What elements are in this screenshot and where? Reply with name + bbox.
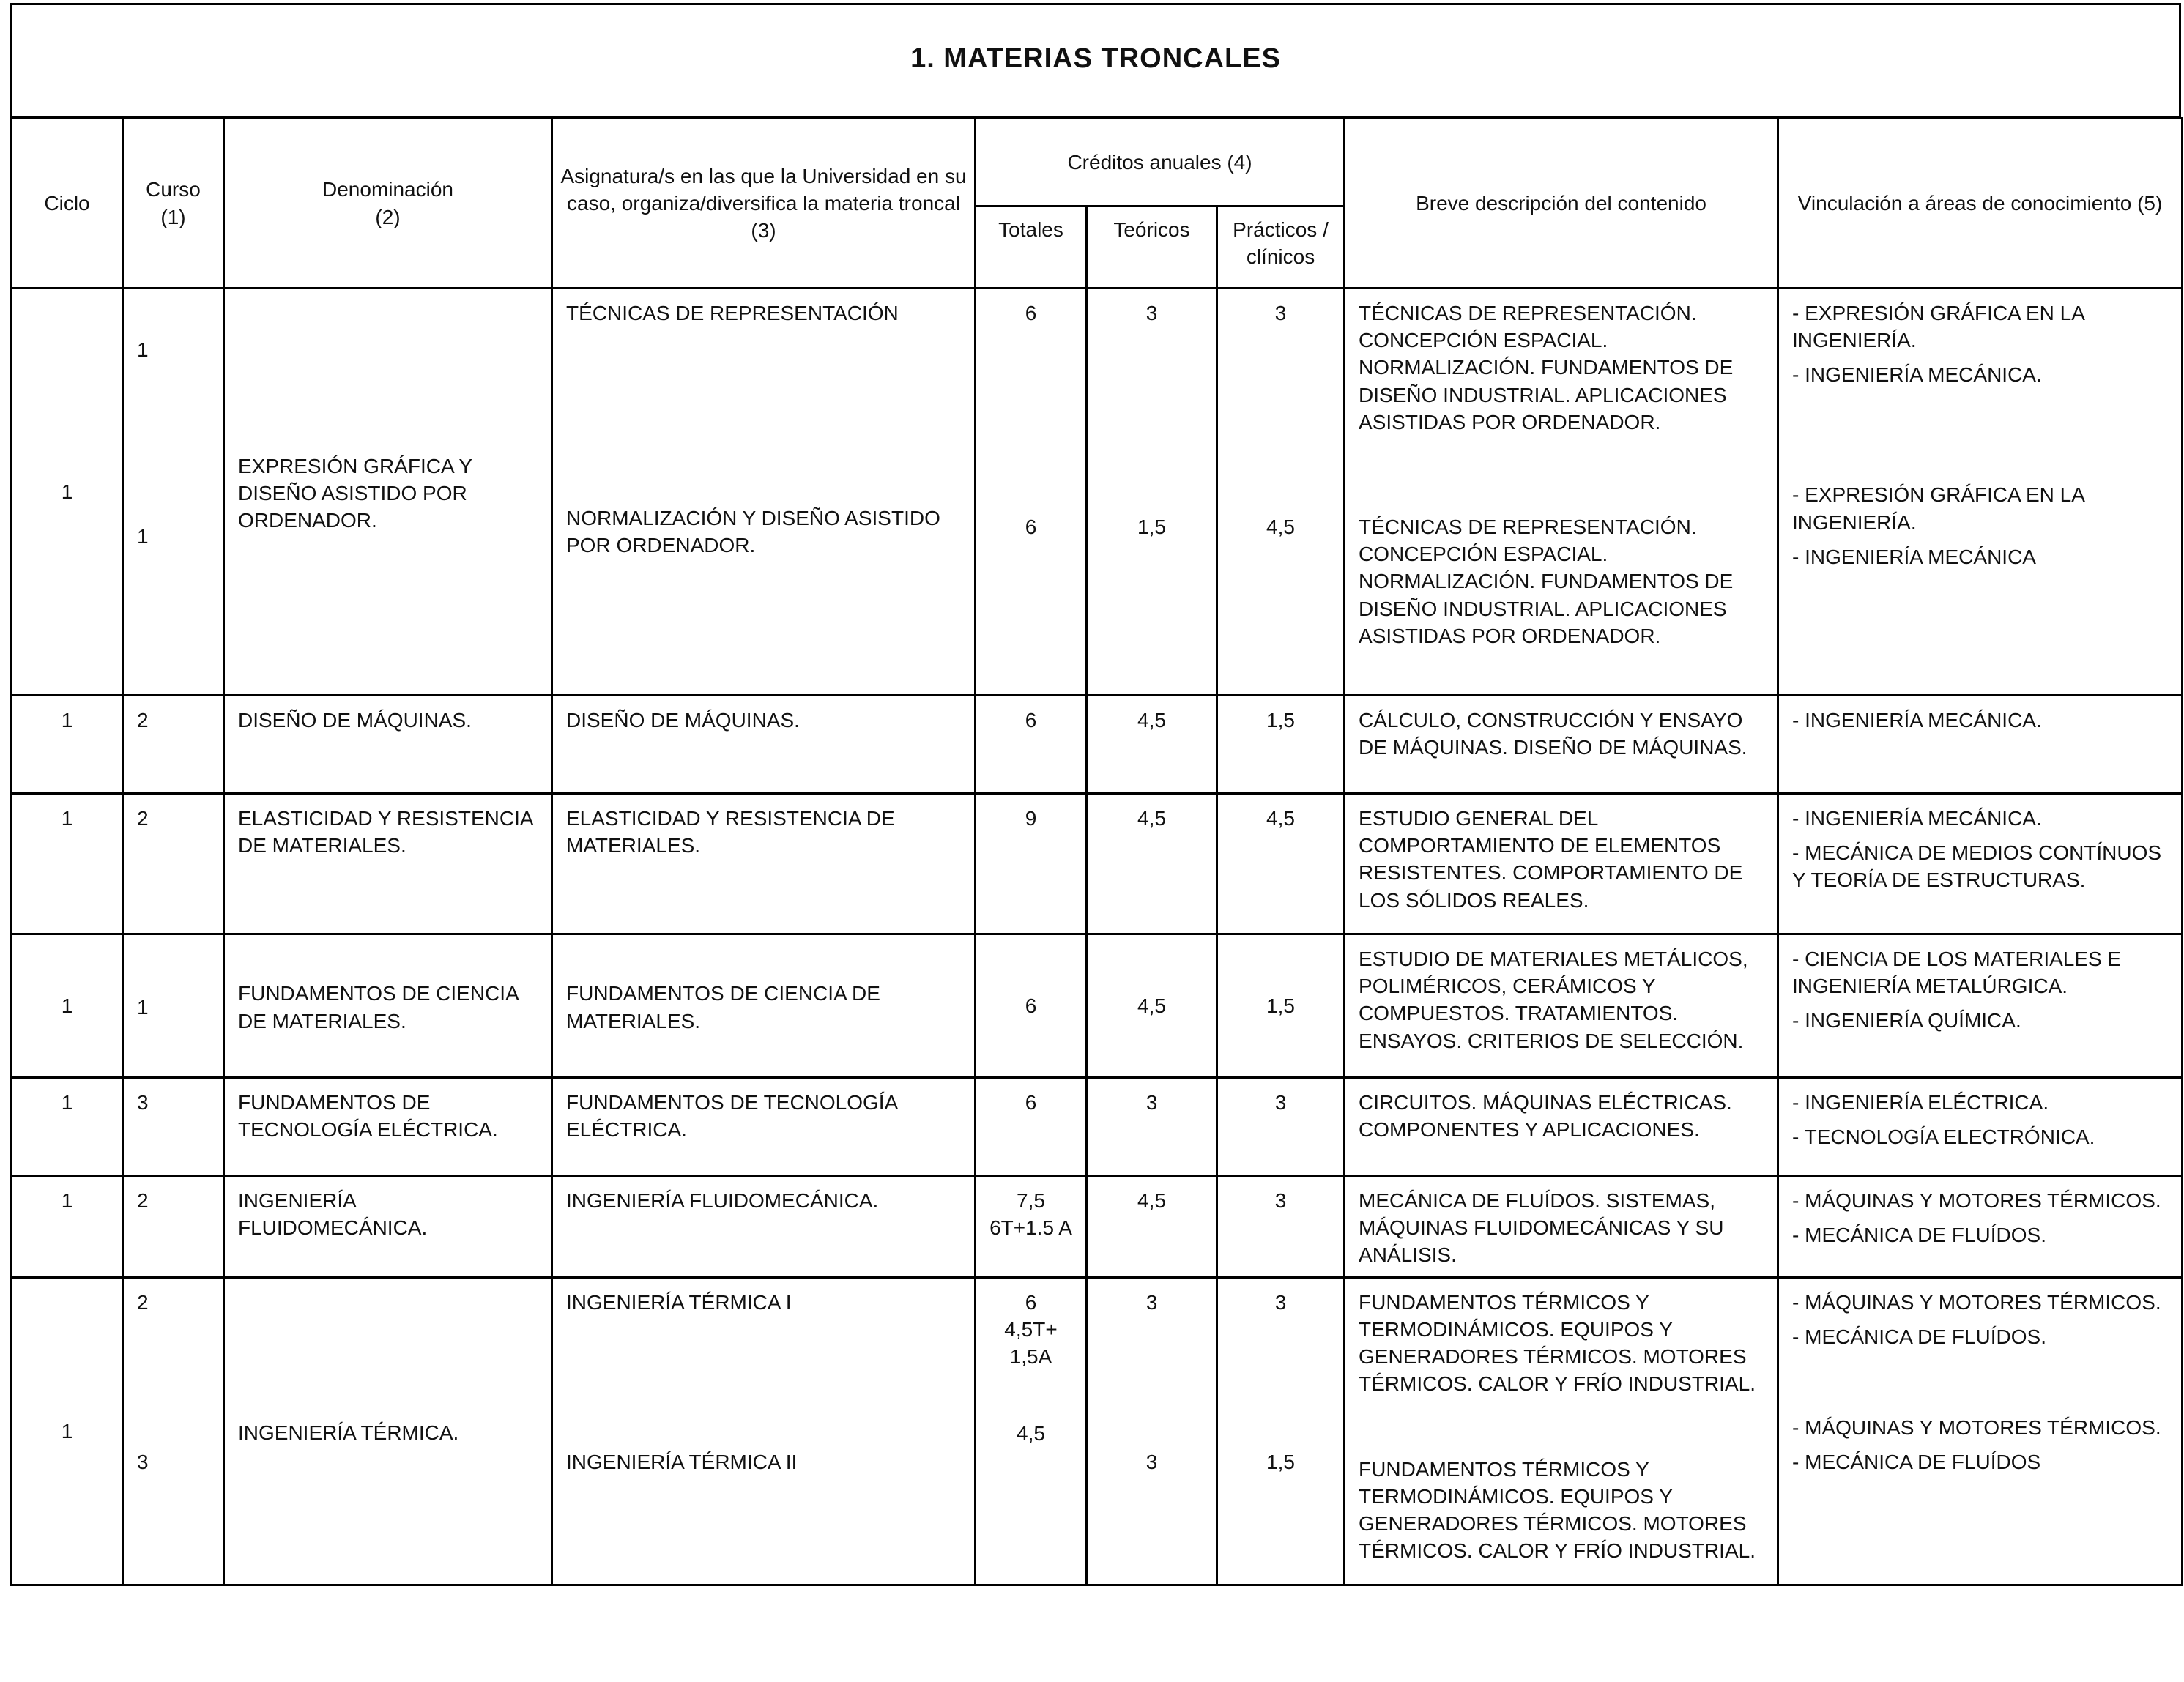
cell-asignatura: FUNDAMENTOS DE TECNOLOGÍA ELÉCTRICA. <box>552 1078 976 1176</box>
cell-asignatura: INGENIERÍA TÉRMICA I INGENIERÍA TÉRMICA II <box>552 1277 976 1585</box>
cell-practicos: 4,5 <box>1217 794 1345 934</box>
cell-totales: 9 <box>976 794 1087 934</box>
cell-vinculacion: - INGENIERÍA ELÉCTRICA. - TECNOLOGÍA ELECTRÓNICA. <box>1778 1078 2183 1176</box>
cell-teoricos: 3 3 <box>1087 1277 1217 1585</box>
cell-totales: 6 <box>976 934 1087 1078</box>
cell-asignatura: INGENIERÍA FLUIDOMECÁNICA. <box>552 1176 976 1278</box>
cell-ciclo: 1 <box>12 1277 123 1585</box>
col-asignatura-header: Asignatura/s en las que la Universidad en su caso, organiza/diversifica la materia troncal (3) <box>552 119 976 289</box>
cell-ciclo: 1 <box>12 1078 123 1176</box>
cell-practicos: 3 <box>1217 1078 1345 1176</box>
cell-denominacion: INGENIERÍA FLUIDOMECÁNICA. <box>224 1176 552 1278</box>
cell-teoricos: 4,5 <box>1087 696 1217 794</box>
cell-curso: 2 <box>123 794 224 934</box>
col-curso-header: Curso (1) <box>123 119 224 289</box>
table-row <box>12 934 2183 1078</box>
cell-denominacion: ELASTICIDAD Y RESISTENCIA DE MATERIALES. <box>224 794 552 934</box>
cell-totales: 6 4,5T+ 1,5A 4,5 <box>976 1277 1087 1585</box>
col-vinculacion-header: Vinculación a áreas de conocimiento (5) <box>1778 119 2183 289</box>
cell-ciclo: 1 <box>12 794 123 934</box>
cell-descripcion: ESTUDIO GENERAL DEL COMPORTAMIENTO DE ELEMENTOS RESISTENTES. COMPORTAMIENTO DE LOS SÓLIDOS REALES. <box>1345 794 1778 934</box>
col-descripcion-header: Breve descripción del contenido <box>1345 119 1778 289</box>
table-row <box>12 1078 2183 1176</box>
table-row <box>12 1176 2183 1278</box>
cell-practicos: 1,5 <box>1217 696 1345 794</box>
cell-curso: 3 <box>123 1078 224 1176</box>
col-creditos-header: Créditos anuales (4) <box>976 119 1345 206</box>
cell-descripcion: TÉCNICAS DE REPRESENTACIÓN. CONCEPCIÓN ESPACIAL. NORMALIZACIÓN. FUNDAMENTOS DE DISEÑO INDUSTRIAL. APLICACIONES ASISTIDAS POR ORDENADOR. TÉCNICAS DE REPRESENTACIÓN. CONCEPCIÓN ESPACIAL. NORMALIZACIÓN. FUNDAMENTOS DE DISEÑO INDUSTRIAL. APLICACIONES ASISTIDAS POR ORDENADOR. <box>1345 289 1778 696</box>
cell-teoricos: 3 <box>1087 1078 1217 1176</box>
col-denominacion-header: Denominación (2) <box>224 119 552 289</box>
table-row <box>12 289 2183 696</box>
cell-totales: 6 <box>976 1078 1087 1176</box>
troncales-table <box>10 117 2183 1586</box>
col-teoricos-header: Teóricos <box>1087 206 1217 289</box>
cell-curso: 2 <box>123 1176 224 1278</box>
cell-asignatura: TÉCNICAS DE REPRESENTACIÓN NORMALIZACIÓN Y DISEÑO ASISTIDO POR ORDENADOR. <box>552 289 976 696</box>
cell-teoricos: 4,5 <box>1087 1176 1217 1278</box>
cell-teoricos: 3 1,5 <box>1087 289 1217 696</box>
table-row <box>12 794 2183 934</box>
cell-practicos: 1,5 <box>1217 934 1345 1078</box>
cell-ciclo: 1 <box>12 289 123 696</box>
cell-denominacion: FUNDAMENTOS DE TECNOLOGÍA ELÉCTRICA. <box>224 1078 552 1176</box>
cell-vinculacion: - MÁQUINAS Y MOTORES TÉRMICOS. - MECÁNICA DE FLUÍDOS. - MÁQUINAS Y MOTORES TÉRMICOS. - MECÁNICA DE FLUÍDOS <box>1778 1277 2183 1585</box>
cell-denominacion: FUNDAMENTOS DE CIENCIA DE MATERIALES. <box>224 934 552 1078</box>
cell-descripcion: CIRCUITOS. MÁQUINAS ELÉCTRICAS. COMPONENTES Y APLICACIONES. <box>1345 1078 1778 1176</box>
col-ciclo-header: Ciclo <box>12 119 123 289</box>
cell-vinculacion: - MÁQUINAS Y MOTORES TÉRMICOS. - MECÁNICA DE FLUÍDOS. <box>1778 1176 2183 1278</box>
cell-teoricos: 4,5 <box>1087 794 1217 934</box>
cell-denominacion: DISEÑO DE MÁQUINAS. <box>224 696 552 794</box>
cell-ciclo: 1 <box>12 934 123 1078</box>
cell-asignatura: DISEÑO DE MÁQUINAS. <box>552 696 976 794</box>
col-practicos-header: Prácticos / clínicos <box>1217 206 1345 289</box>
col-totales-header: Totales <box>976 206 1087 289</box>
cell-denominacion: INGENIERÍA TÉRMICA. <box>224 1277 552 1585</box>
cell-vinculacion: - CIENCIA DE LOS MATERIALES E INGENIERÍA METALÚRGICA. - INGENIERÍA QUÍMICA. <box>1778 934 2183 1078</box>
cell-curso: 2 <box>123 696 224 794</box>
cell-totales: 6 <box>976 696 1087 794</box>
title-box <box>10 3 2181 119</box>
cell-vinculacion: - EXPRESIÓN GRÁFICA EN LA INGENIERÍA. - INGENIERÍA MECÁNICA. - EXPRESIÓN GRÁFICA EN LA INGENIERÍA. - INGENIERÍA MECÁNICA <box>1778 289 2183 696</box>
cell-vinculacion: - INGENIERÍA MECÁNICA. <box>1778 696 2183 794</box>
cell-curso: 1 1 <box>123 289 224 696</box>
cell-asignatura: ELASTICIDAD Y RESISTENCIA DE MATERIALES. <box>552 794 976 934</box>
header-row-1 <box>12 119 2183 206</box>
cell-descripcion: MECÁNICA DE FLUÍDOS. SISTEMAS, MÁQUINAS FLUIDOMECÁNICAS Y SU ANÁLISIS. <box>1345 1176 1778 1278</box>
cell-denominacion: EXPRESIÓN GRÁFICA Y DISEÑO ASISTIDO POR ORDENADOR. <box>224 289 552 696</box>
cell-descripcion: ESTUDIO DE MATERIALES METÁLICOS, POLIMÉRICOS, CERÁMICOS Y COMPUESTOS. TRATAMIENTOS. ENSAYOS. CRITERIOS DE SELECCIÓN. <box>1345 934 1778 1078</box>
cell-curso: 2 3 <box>123 1277 224 1585</box>
cell-descripcion: CÁLCULO, CONSTRUCCIÓN Y ENSAYO DE MÁQUINAS. DISEÑO DE MÁQUINAS. <box>1345 696 1778 794</box>
cell-totales: 6 6 <box>976 289 1087 696</box>
cell-vinculacion: - INGENIERÍA MECÁNICA. - MECÁNICA DE MEDIOS CONTÍNUOS Y TEORÍA DE ESTRUCTURAS. <box>1778 794 2183 934</box>
cell-ciclo: 1 <box>12 1176 123 1278</box>
cell-teoricos: 4,5 <box>1087 934 1217 1078</box>
cell-descripcion: FUNDAMENTOS TÉRMICOS Y TERMODINÁMICOS. EQUIPOS Y GENERADORES TÉRMICOS. MOTORES TÉRMICOS. CALOR Y FRÍO INDUSTRIAL. FUNDAMENTOS TÉRMICOS Y TERMODINÁMICOS. EQUIPOS Y GENERADORES TÉRMICOS. MOTORES TÉRMICOS. CALOR Y FRÍO INDUSTRIAL. <box>1345 1277 1778 1585</box>
table-row <box>12 696 2183 794</box>
cell-asignatura: FUNDAMENTOS DE CIENCIA DE MATERIALES. <box>552 934 976 1078</box>
table-row <box>12 1277 2183 1585</box>
page-title: 1. MATERIAS TRONCALES <box>910 43 1281 74</box>
cell-curso: 1 <box>123 934 224 1078</box>
cell-practicos: 3 1,5 <box>1217 1277 1345 1585</box>
cell-practicos: 3 <box>1217 1176 1345 1278</box>
cell-practicos: 3 4,5 <box>1217 289 1345 696</box>
cell-totales: 7,5 6T+1.5 A <box>976 1176 1087 1278</box>
cell-ciclo: 1 <box>12 696 123 794</box>
